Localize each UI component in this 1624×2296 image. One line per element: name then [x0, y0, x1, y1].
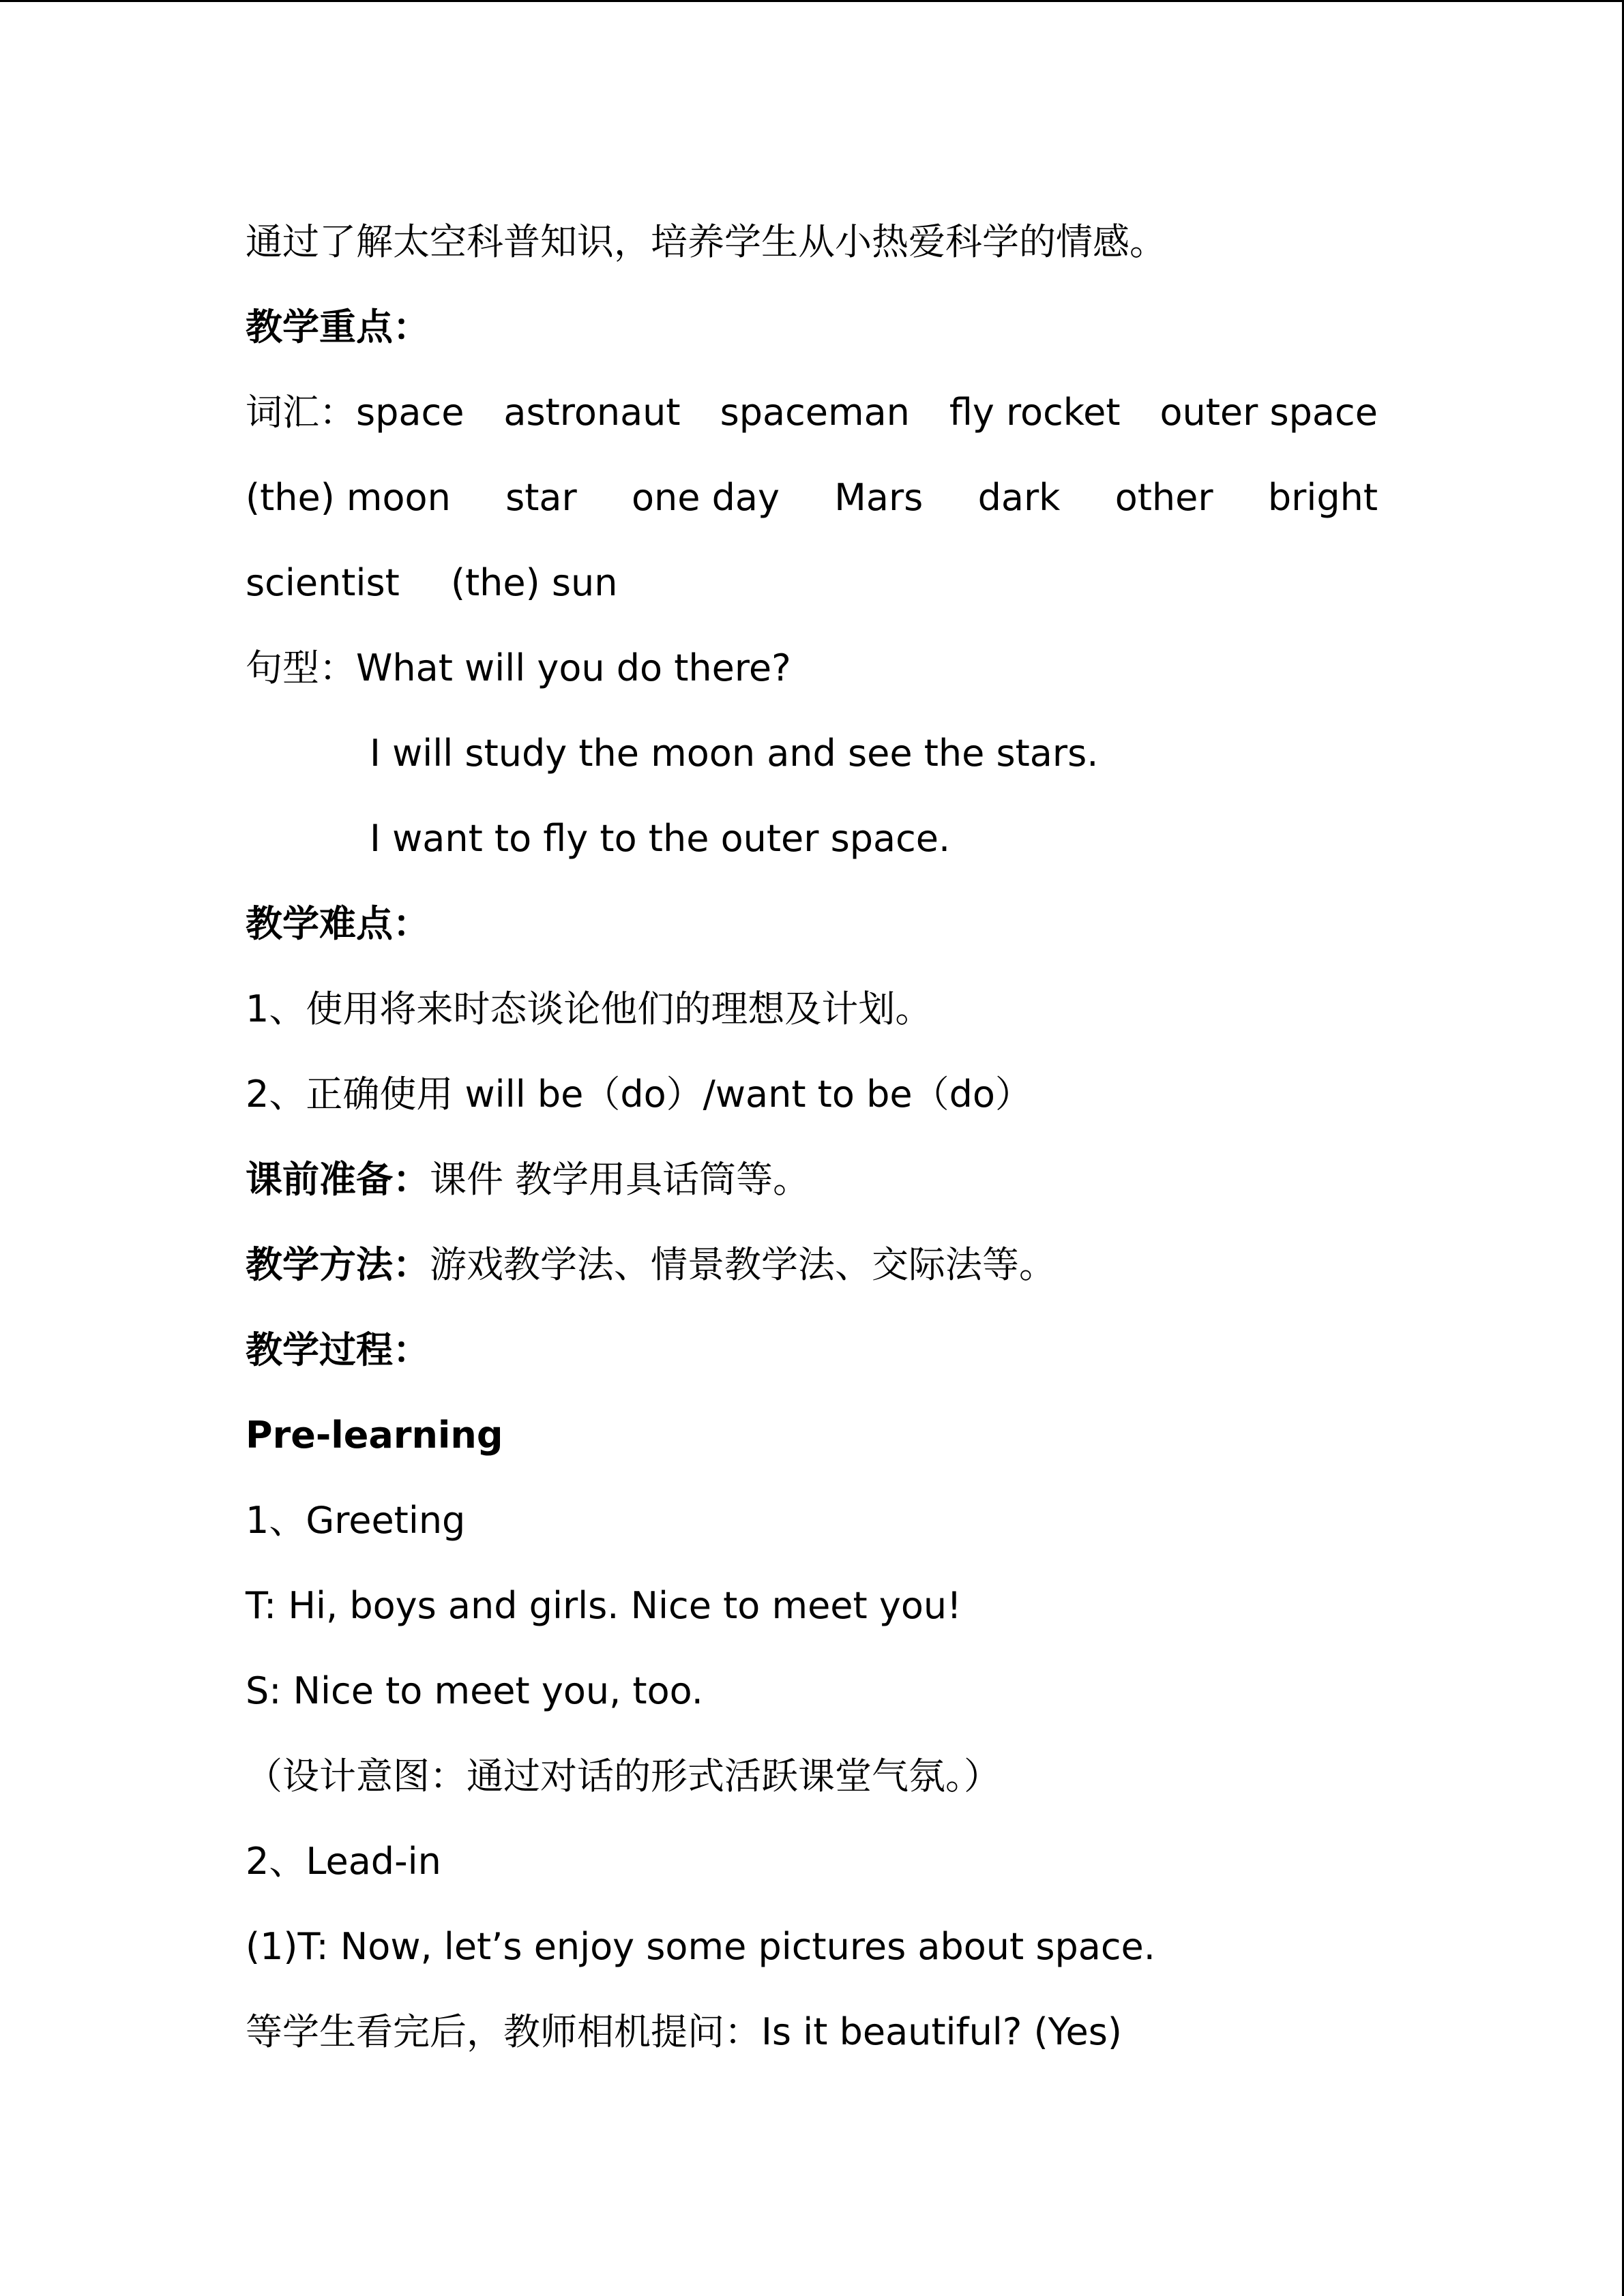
objective-line: 通过了解太空科普知识，培养学生从小热爱科学的情感。	[246, 220, 1166, 263]
pre-learning-heading: Pre-learning	[246, 1414, 503, 1457]
vocab-word: outer space	[1160, 391, 1378, 434]
preparation-label: 课前准备：	[246, 1158, 430, 1201]
step-lead-in: 2、Lead-in	[246, 1840, 441, 1883]
sentence-line-1	[246, 631, 1378, 717]
vocab-word: other	[1114, 476, 1213, 519]
vocab-word: fly rocket	[949, 391, 1121, 434]
method-label: 教学方法：	[246, 1243, 430, 1286]
dialog-teacher: T: Hi, boys and girls. Nice to meet you!	[246, 1584, 962, 1627]
vocab-row-1	[246, 376, 1378, 461]
sentence-pattern: What will you do there?	[356, 646, 791, 689]
difficulties-heading: 教学难点：	[246, 902, 430, 945]
lead-in-line-2: 等学生看完后，教师相机提问：Is it beautiful? (Yes)	[246, 2010, 1122, 2053]
vocab-word: bright	[1267, 476, 1378, 519]
method-line	[246, 1228, 1378, 1313]
vocab-prefix: 词汇：	[246, 391, 356, 434]
vocab-word: spaceman	[720, 391, 910, 434]
design-note: （设计意图：通过对话的形式活跃课堂气氛。）	[246, 1755, 1001, 1798]
vocab-word: (the) sun	[450, 561, 618, 604]
vocab-row-3	[246, 546, 1378, 631]
vocab-word: scientist	[246, 561, 400, 604]
vocab-word: space	[356, 391, 464, 434]
process-heading: 教学过程：	[246, 1328, 430, 1371]
vocab-word: (the) moon	[246, 476, 451, 519]
vocab-word: one day	[632, 476, 780, 519]
vocab-word: dark	[977, 476, 1061, 519]
sentence-prefix: 句型：	[246, 646, 356, 689]
lead-in-line-1: (1)T: Now, let’s enjoy some pictures about space.	[246, 1925, 1155, 1968]
vocab-word: astronaut	[503, 391, 681, 434]
key-points-heading: 教学重点：	[246, 305, 430, 348]
vocab-line-1-first	[246, 376, 464, 461]
vocab-row-2	[246, 461, 1378, 546]
difficulty-item-1: 1、使用将来时态谈论他们的理想及计划。	[246, 987, 932, 1030]
sentence-line-3: I want to fly to the outer space.	[370, 817, 951, 860]
preparation-line	[246, 1143, 1378, 1228]
sentence-line-2: I will study the moon and see the stars.	[370, 732, 1099, 775]
step-greeting: 1、Greeting	[246, 1499, 466, 1542]
document-content	[246, 205, 1378, 2081]
method-text: 游戏教学法、情景教学法、交际法等。	[430, 1243, 1056, 1286]
difficulty-item-2: 2、正确使用 will be（do）/want to be（do）	[246, 1073, 1032, 1116]
dialog-student: S: Nice to meet you, too.	[246, 1669, 703, 1712]
preparation-text: 课件 教学用具话筒等。	[430, 1158, 810, 1201]
vocab-word: star	[505, 476, 577, 519]
vocab-word: Mars	[834, 476, 924, 519]
